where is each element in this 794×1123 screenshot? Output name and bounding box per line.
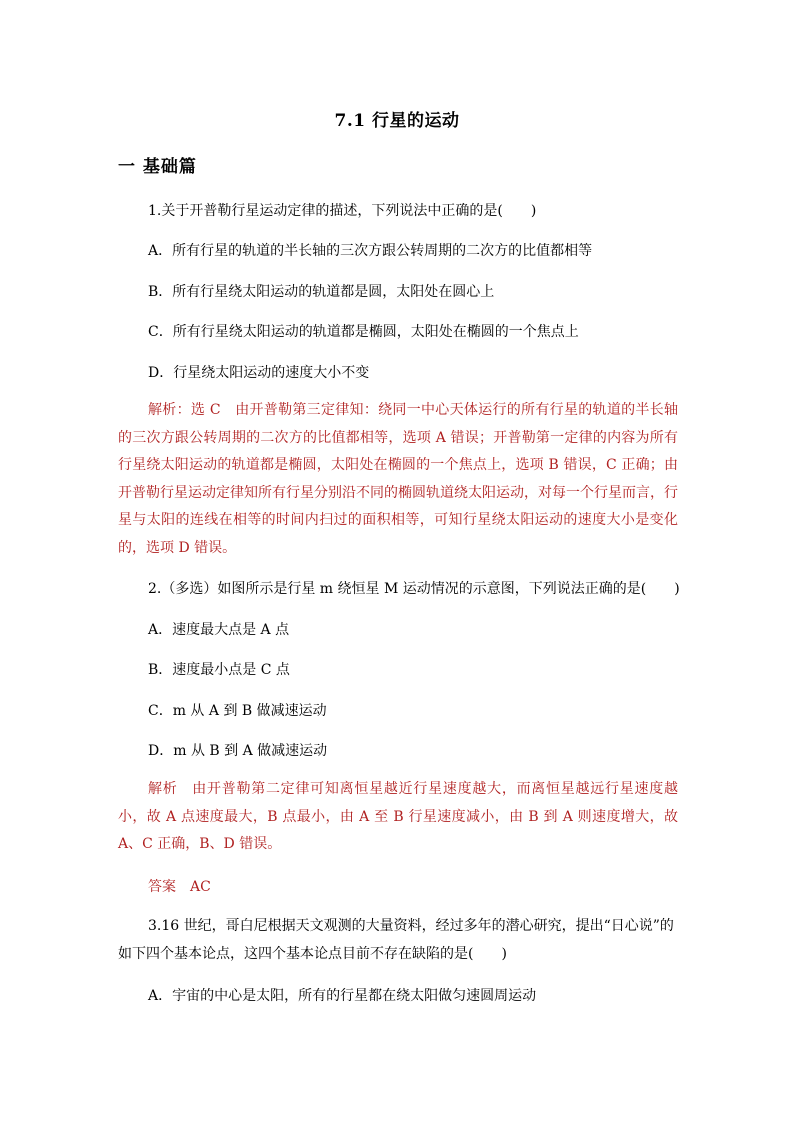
question-2-option-d: D．m 从 B 到 A 做减速运动 [148,743,328,759]
question-3-stem: 3.16 世纪，哥白尼根据天文观测的大量资料，经过多年的潜心研究，提出“日心说”的如下四个基本论点，这四个基本论点目前不存在缺陷的是( ) [118,918,674,962]
page-title: 7.1 行星的运动 [334,111,460,131]
question-3-option-a: A．宇宙的中心是太阳，所有的行星都在绕太阳做匀速圆周运动 [148,988,537,1004]
question-2-option-c: C．m 从 A 到 B 做减速运动 [148,703,327,719]
question-2-analysis: 解析 由开普勒第二定律可知离恒星越近行星速度越大，而离恒星越远行星速度越小，故 A 点速度最大，B 点最小，由 A 至 B 行星速度减小，由 B 到 A 则速度增大，故 A、C 正确，B、D 错误。 [118,781,678,852]
question-1-option-b: B．所有行星绕太阳运动的轨道都是圆，太阳处在圆心上 [148,284,495,300]
question-2-stem: 2.（多选）如图所示是行星 m 绕恒星 M 运动情况的示意图，下列说法正确的是( ) [148,581,680,597]
question-1-stem: 1.关于开普勒行星运动定律的描述，下列说法中正确的是( ) [148,203,537,219]
question-1-option-d: D．行星绕太阳运动的速度大小不变 [148,365,370,381]
question-1-analysis: 解析：选 C 由开普勒第三定律知：绕同一中心天体运行的所有行星的轨道的半长轴的三次方跟公转周期的二次方的比值都相等，选项 A 错误；开普勒第一定律的内容为所有行星绕太阳运动的轨道都是椭圆，太阳处在椭圆的一个焦点上，选项 B 错误，C 正确；由开普勒行星运动定律知所有行星分别沿不同的椭圆轨道绕太阳运动，对每一个行星而言，行星与太阳的连线在相等的时间内扫过的面积相等，可知行星绕太阳运动的速度大小是变化的，选项 D 错误。 [118,402,678,556]
question-2-option-b: B．速度最小点是 C 点 [148,662,290,678]
section-heading: 一 基础篇 [118,157,197,177]
question-2-option-a: A．速度最大点是 A 点 [148,622,290,638]
question-1-option-a: A．所有行星的轨道的半长轴的三次方跟公转周期的二次方的比值都相等 [148,243,593,259]
question-1-option-c: C．所有行星绕太阳运动的轨道都是椭圆，太阳处在椭圆的一个焦点上 [148,324,579,340]
question-2-answer: 答案 AC [148,879,211,895]
